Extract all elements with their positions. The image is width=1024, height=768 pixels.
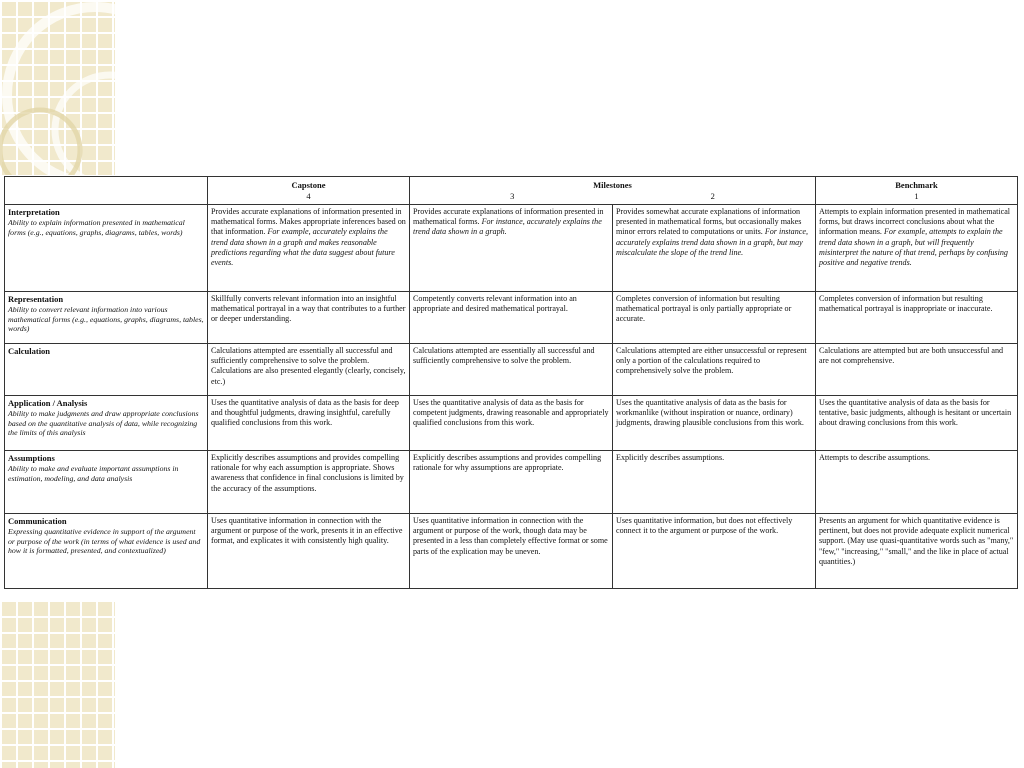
capstone-cell: Uses quantitative information in connection with the argument or purpose of the work, presents it in an effective format, and explicates it with consistently high quality. — [208, 514, 410, 589]
table-row — [5, 451, 1018, 514]
table-row — [5, 344, 1018, 396]
dimension-title: Application / Analysis — [8, 398, 88, 409]
dimension-cell — [5, 514, 208, 589]
dimension-title: Representation — [8, 294, 64, 305]
milestone-level-3: 3 — [510, 190, 515, 201]
capstone-cell: Uses the quantitative analysis of data as the basis for deep and thoughtful judgments, drawing insightful, carefully qualified conclusions from this work. — [208, 396, 410, 451]
cell-text: Provides accurate explanations of information presented in mathematical forms. Makes appropriate inferences based on that information. — [211, 207, 406, 237]
milestone-3-cell: Uses the quantitative analysis of data as the basis for competent judgments, drawing reasonable and appropriately qualified conclusions from this work. — [410, 396, 613, 451]
dimension-description: Ability to make and evaluate important assumptions in estimation, modeling, and data analysis — [8, 463, 179, 483]
benchmark-cell: Calculations are attempted but are both unsuccessful and are not comprehensive. — [816, 344, 1018, 396]
rubric-table-container — [4, 176, 1017, 589]
capstone-cell: Skillfully converts relevant information into an insightful mathematical portrayal in a way that contributes to a further or deeper understanding. — [208, 292, 410, 344]
milestone-2-cell: Calculations attempted are either unsuccessful or represent only a portion of the calculations required to comprehensively solve the problem. — [613, 344, 816, 396]
milestone-2-cell — [613, 205, 816, 292]
decorative-circles — [0, 0, 115, 175]
dimension-description: Ability to convert relevant information into various mathematical forms (e.g., equations, graphs, diagrams, tables, words) — [8, 304, 204, 334]
milestone-3-cell: Calculations attempted are essentially all successful and sufficiently comprehensive to solve the problem. — [410, 344, 613, 396]
table-row — [5, 514, 1018, 589]
capstone-cell: Calculations attempted are essentially all successful and sufficiently comprehensive to solve the problem. Calculations are also presented elegantly (clearly, concisely, etc.) — [208, 344, 410, 396]
milestones-label: Milestones — [593, 180, 632, 190]
cell-text: Attempts to explain information presented in mathematical forms, but draws incorrect conclusions about what the information means. — [819, 207, 1011, 237]
benchmark-cell: Presents an argument for which quantitative evidence is pertinent, but does not provide adequate explicit numerical support. (May use quasi-quantitative words such as "many," "few," "increasing," "small," and the like in place of actual quantities.) — [816, 514, 1018, 589]
dimension-description: Ability to make judgments and draw appropriate conclusions based on the quantitative analysis of data, while recognizing the limits of this analysis — [8, 408, 199, 438]
benchmark-cell — [816, 205, 1018, 292]
benchmark-cell: Completes conversion of information but resulting mathematical portrayal is inappropriate or inaccurate. — [816, 292, 1018, 344]
decorative-background-bottom — [0, 600, 115, 768]
header-capstone — [208, 177, 410, 205]
milestone-3-cell: Explicitly describes assumptions and provides compelling rationale for why assumptions are appropriate. — [410, 451, 613, 514]
dimension-title: Assumptions — [8, 453, 55, 464]
table-row — [5, 396, 1018, 451]
milestone-3-cell: Competently converts relevant information into an appropriate and desired mathematical portrayal. — [410, 292, 613, 344]
benchmark-cell: Attempts to describe assumptions. — [816, 451, 1018, 514]
dimension-description: Expressing quantitative evidence in support of the argument or purpose of the work (in terms of what evidence is used and how it is formatted, presented, and contextualized) — [8, 526, 201, 556]
milestone-3-cell — [410, 205, 613, 292]
milestone-2-cell: Uses the quantitative analysis of data as the basis for workmanlike (without inspiration or nuance, ordinary) judgments, drawing plausible conclusions from this work. — [613, 396, 816, 451]
benchmark-level: 1 — [914, 190, 919, 201]
dimension-cell — [5, 205, 208, 292]
capstone-level: 4 — [306, 190, 311, 201]
header-milestones — [410, 177, 816, 205]
benchmark-cell: Uses the quantitative analysis of data as the basis for tentative, basic judgments, although is hesitant or uncertain about drawing conclusions from this work. — [816, 396, 1018, 451]
rubric-table — [4, 176, 1018, 589]
cell-example: For example, accurately explains the trend data shown in a graph and makes reasonable predictions regarding what the data suggest about future events. — [211, 227, 395, 267]
milestone-level-2: 2 — [710, 190, 715, 201]
cell-example: For example, attempts to explain the trend data shown in a graph, but will frequently misinterpret the nature of that trend, perhaps by confusing positive and negative trends. — [819, 227, 1008, 267]
cell-example: For instance, accurately explains trend data shown in a graph, but may miscalculate the slope of the trend line. — [616, 227, 808, 257]
dimension-title: Interpretation — [8, 207, 60, 218]
dimension-cell — [5, 292, 208, 344]
table-row — [5, 205, 1018, 292]
milestone-3-cell: Uses quantitative information in connection with the argument or purpose of the work, though data may be presented in a less than completely effective format or some parts of the explication may be uneven. — [410, 514, 613, 589]
capstone-cell — [208, 205, 410, 292]
cell-text: Provides accurate explanations of information presented in mathematical forms. — [413, 207, 604, 227]
dimension-description: Ability to explain information presented in mathematical forms (e.g., equations, graphs, diagrams, tables, words) — [8, 217, 185, 237]
milestone-2-cell: Completes conversion of information but resulting mathematical portrayal is only partially appropriate or accurate. — [613, 292, 816, 344]
cell-example: For instance, accurately explains the trend data shown in a graph. — [413, 217, 602, 237]
dimension-cell — [5, 451, 208, 514]
milestone-2-cell: Uses quantitative information, but does not effectively connect it to the argument or purpose of the work. — [613, 514, 816, 589]
capstone-label: Capstone — [291, 180, 326, 190]
capstone-cell: Explicitly describes assumptions and provides compelling rationale for why each assumption is appropriate. Shows awareness that confidence in final conclusions is limited by the accuracy of the assumptions. — [208, 451, 410, 514]
table-row — [5, 292, 1018, 344]
dimension-cell — [5, 344, 208, 396]
milestone-2-cell: Explicitly describes assumptions. — [613, 451, 816, 514]
dimension-title: Calculation — [8, 346, 51, 357]
header-benchmark — [816, 177, 1018, 205]
milestone-levels — [412, 191, 813, 202]
dimension-cell — [5, 396, 208, 451]
benchmark-label: Benchmark — [895, 180, 938, 190]
header-empty-cell — [5, 177, 208, 205]
decorative-background-top — [0, 0, 115, 175]
header-row — [5, 177, 1018, 205]
cell-text: Provides somewhat accurate explanations of information presented in mathematical forms, but occasionally makes minor errors related to computations or units. — [616, 207, 802, 237]
dimension-title: Communication — [8, 516, 67, 527]
